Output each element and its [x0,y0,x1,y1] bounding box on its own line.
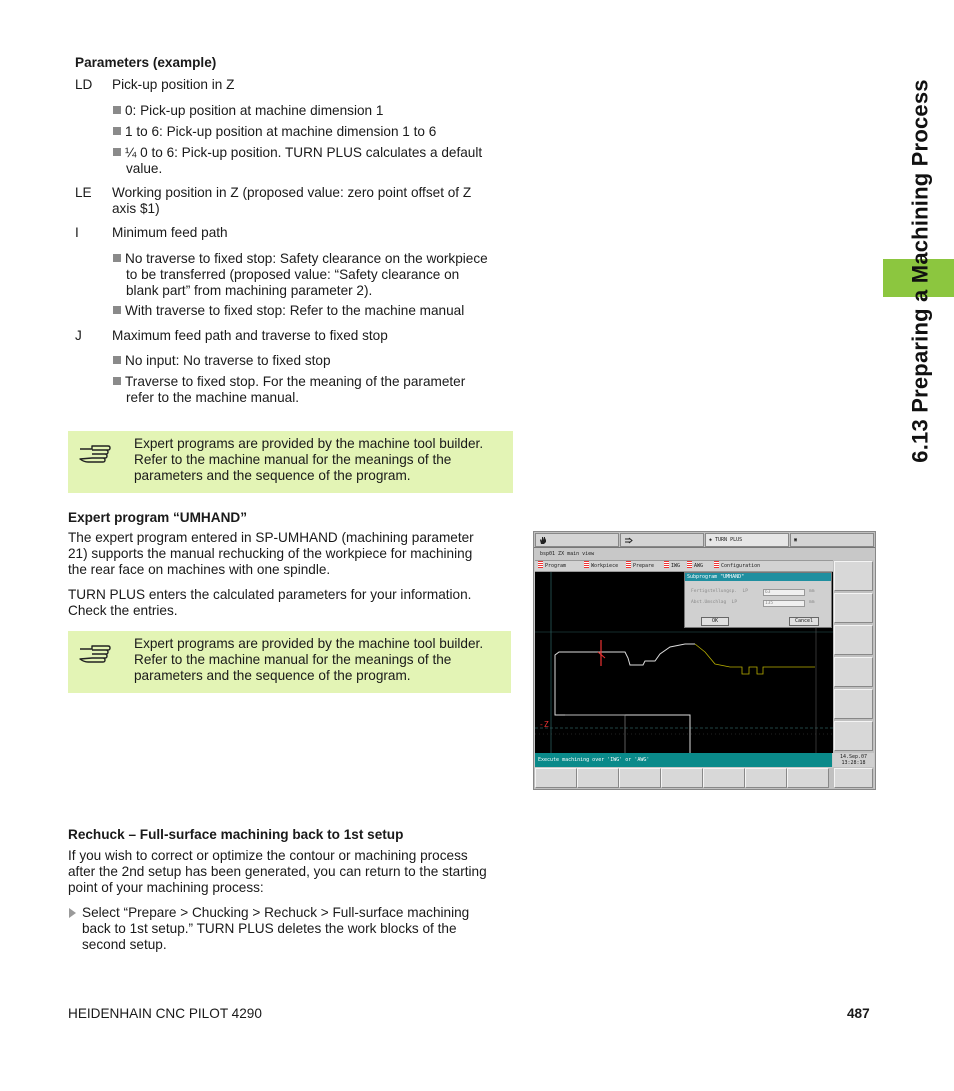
list-item: No input: No traverse to fixed stop [113,353,505,369]
status-bar: Execute machining over 'IWG' or 'AWG' [535,753,832,767]
param-desc-le-cont: axis $1) [112,201,160,216]
breadcrumb: bsp01 ZX main view [535,548,833,560]
softkey-button[interactable] [834,625,873,655]
menu-item-awg[interactable]: AWG [687,561,703,572]
softkey-button[interactable] [745,768,787,788]
note-line: parameters and the sequence of the program. [134,468,411,483]
list-item: ¼ 0 to 6: Pick-up position. TURN PLUS calculates a default [113,145,505,161]
bullet-square-icon [113,127,121,135]
softkey-button[interactable] [834,689,873,719]
bullet-square-icon [113,148,121,156]
footer-product: HEIDENHAIN CNC PILOT 4290 [68,1006,262,1021]
softkey-button[interactable] [834,768,873,788]
hand-icon [539,536,547,545]
tab-save[interactable] [790,533,874,547]
dialog-unit: mm [809,589,815,594]
list-item: With traverse to fixed stop: Refer to the machine manual [113,303,505,319]
list-item-continuation: refer to the machine manual. [126,390,300,405]
dialog-input-1[interactable]: 63 [763,589,805,596]
softkey-button[interactable] [834,721,873,751]
bullet-square-icon [113,377,121,385]
page-number: 487 [847,1006,870,1021]
rechuck-heading: Rechuck – Full-surface machining back to 1st setup [68,827,404,842]
list-item-continuation: to be transferred (proposed value: “Safety clearance on [126,267,460,282]
pointing-hand-icon [78,441,112,465]
list-item: 0: Pick-up position at machine dimension 1 [113,103,505,119]
param-desc-le: Working position in Z (proposed value: zero point offset of Z [112,185,472,200]
softkey-button[interactable] [577,768,619,788]
umhand-paragraph: The expert program entered in SP-UMHAND (machining parameter 21) supports the manual rechucking of the workpiece for machining the rear face on machines with one spindle. [68,530,474,577]
note-box [68,431,513,493]
axis-z-label: -Z [539,720,549,729]
date-time-display: 14.Sep.07 13:28:18 [833,753,874,767]
list-item: Traverse to fixed stop. For the meaning of the parameter [113,374,505,390]
tab-manual[interactable] [535,533,619,547]
subprogram-dialog [684,572,832,628]
dialog-title: Subprogram "UMHAND" [685,573,831,581]
cancel-button[interactable]: Cancel [789,617,819,626]
dialog-row-label: Fertigstellungsp. LP [691,589,748,594]
tab-automatic[interactable] [620,533,704,547]
rechuck-step: Select “Prepare > Chucking > Rechuck > Full-surface machining back to 1st setup.” TURN PLUS deletes the work blocks of the second setup. [82,905,470,952]
param-term-le: LE [75,185,92,200]
softkey-button[interactable] [834,561,873,591]
softkey-button[interactable] [703,768,745,788]
param-term-j: J [75,328,82,343]
chapter-side-title: 6.13 Preparing a Machining Process [908,78,934,463]
note-box [68,631,511,693]
param-term-ld: LD [75,77,93,92]
turnplus-screenshot [533,531,876,790]
umhand-heading: Expert program “UMHAND” [68,510,248,525]
bullet-square-icon [113,306,121,314]
menu-item-configuration[interactable]: Configuration [714,561,760,572]
list-item: No traverse to fixed stop: Safety clearance on the workpiece [113,251,505,267]
menu-bar [535,560,833,572]
menu-item-workpiece[interactable]: Workpiece [584,561,618,572]
softkey-button[interactable] [834,593,873,623]
param-desc-i: Minimum feed path [112,225,228,240]
param-desc-j: Maximum feed path and traverse to fixed stop [112,328,388,343]
triangle-right-icon [68,908,77,918]
bullet-square-icon [113,254,121,262]
arrow-right-icon [624,537,634,545]
softkey-button[interactable] [661,768,703,788]
bullet-square-icon [113,106,121,114]
softkey-button[interactable] [535,768,577,788]
note-line: Refer to the machine manual for the meanings of the [134,452,452,467]
note-line: Expert programs are provided by the machine tool builder. [134,636,484,651]
rechuck-paragraph: If you wish to correct or optimize the contour or machining process after the 2nd setup has been generated, you can return to the starting point of your machining process: [68,848,487,895]
dialog-input-2[interactable]: 135 [763,600,805,607]
list-item-continuation: value. [126,161,163,176]
param-term-i: I [75,225,79,240]
ok-button[interactable]: OK [701,617,729,626]
menu-item-prepare[interactable]: Prepare [626,561,654,572]
dialog-unit: mm [809,600,815,605]
softkey-button[interactable] [787,768,829,788]
note-line: Refer to the machine manual for the meanings of the [134,652,452,667]
note-line: Expert programs are provided by the machine tool builder. [134,436,484,451]
softkey-button[interactable] [619,768,661,788]
floppy-icon: ▣ [794,537,798,543]
menu-item-iwg[interactable]: IWG [664,561,680,572]
mode-tab-bar [534,532,875,548]
umhand-paragraph: TURN PLUS enters the calculated parameters for your information. Check the entries. [68,587,472,618]
dialog-row-label: Abst.Umschlag LP [691,600,738,605]
pointing-hand-icon [78,641,112,665]
softkey-button[interactable] [834,657,873,687]
parameters-heading: Parameters (example) [75,55,217,70]
tab-turn-plus[interactable]: ◈ TURN PLUS [705,533,789,547]
note-line: parameters and the sequence of the program. [134,668,411,683]
list-item: 1 to 6: Pick-up position at machine dimension 1 to 6 [113,124,505,140]
bullet-square-icon [113,356,121,364]
param-desc-ld: Pick-up position in Z [112,77,235,92]
list-item-continuation: blank part” from machining parameter 2). [126,283,373,298]
menu-item-program[interactable]: Program [538,561,566,572]
target-icon: ◈ [709,537,713,543]
horizontal-softkey-bar [534,768,833,789]
